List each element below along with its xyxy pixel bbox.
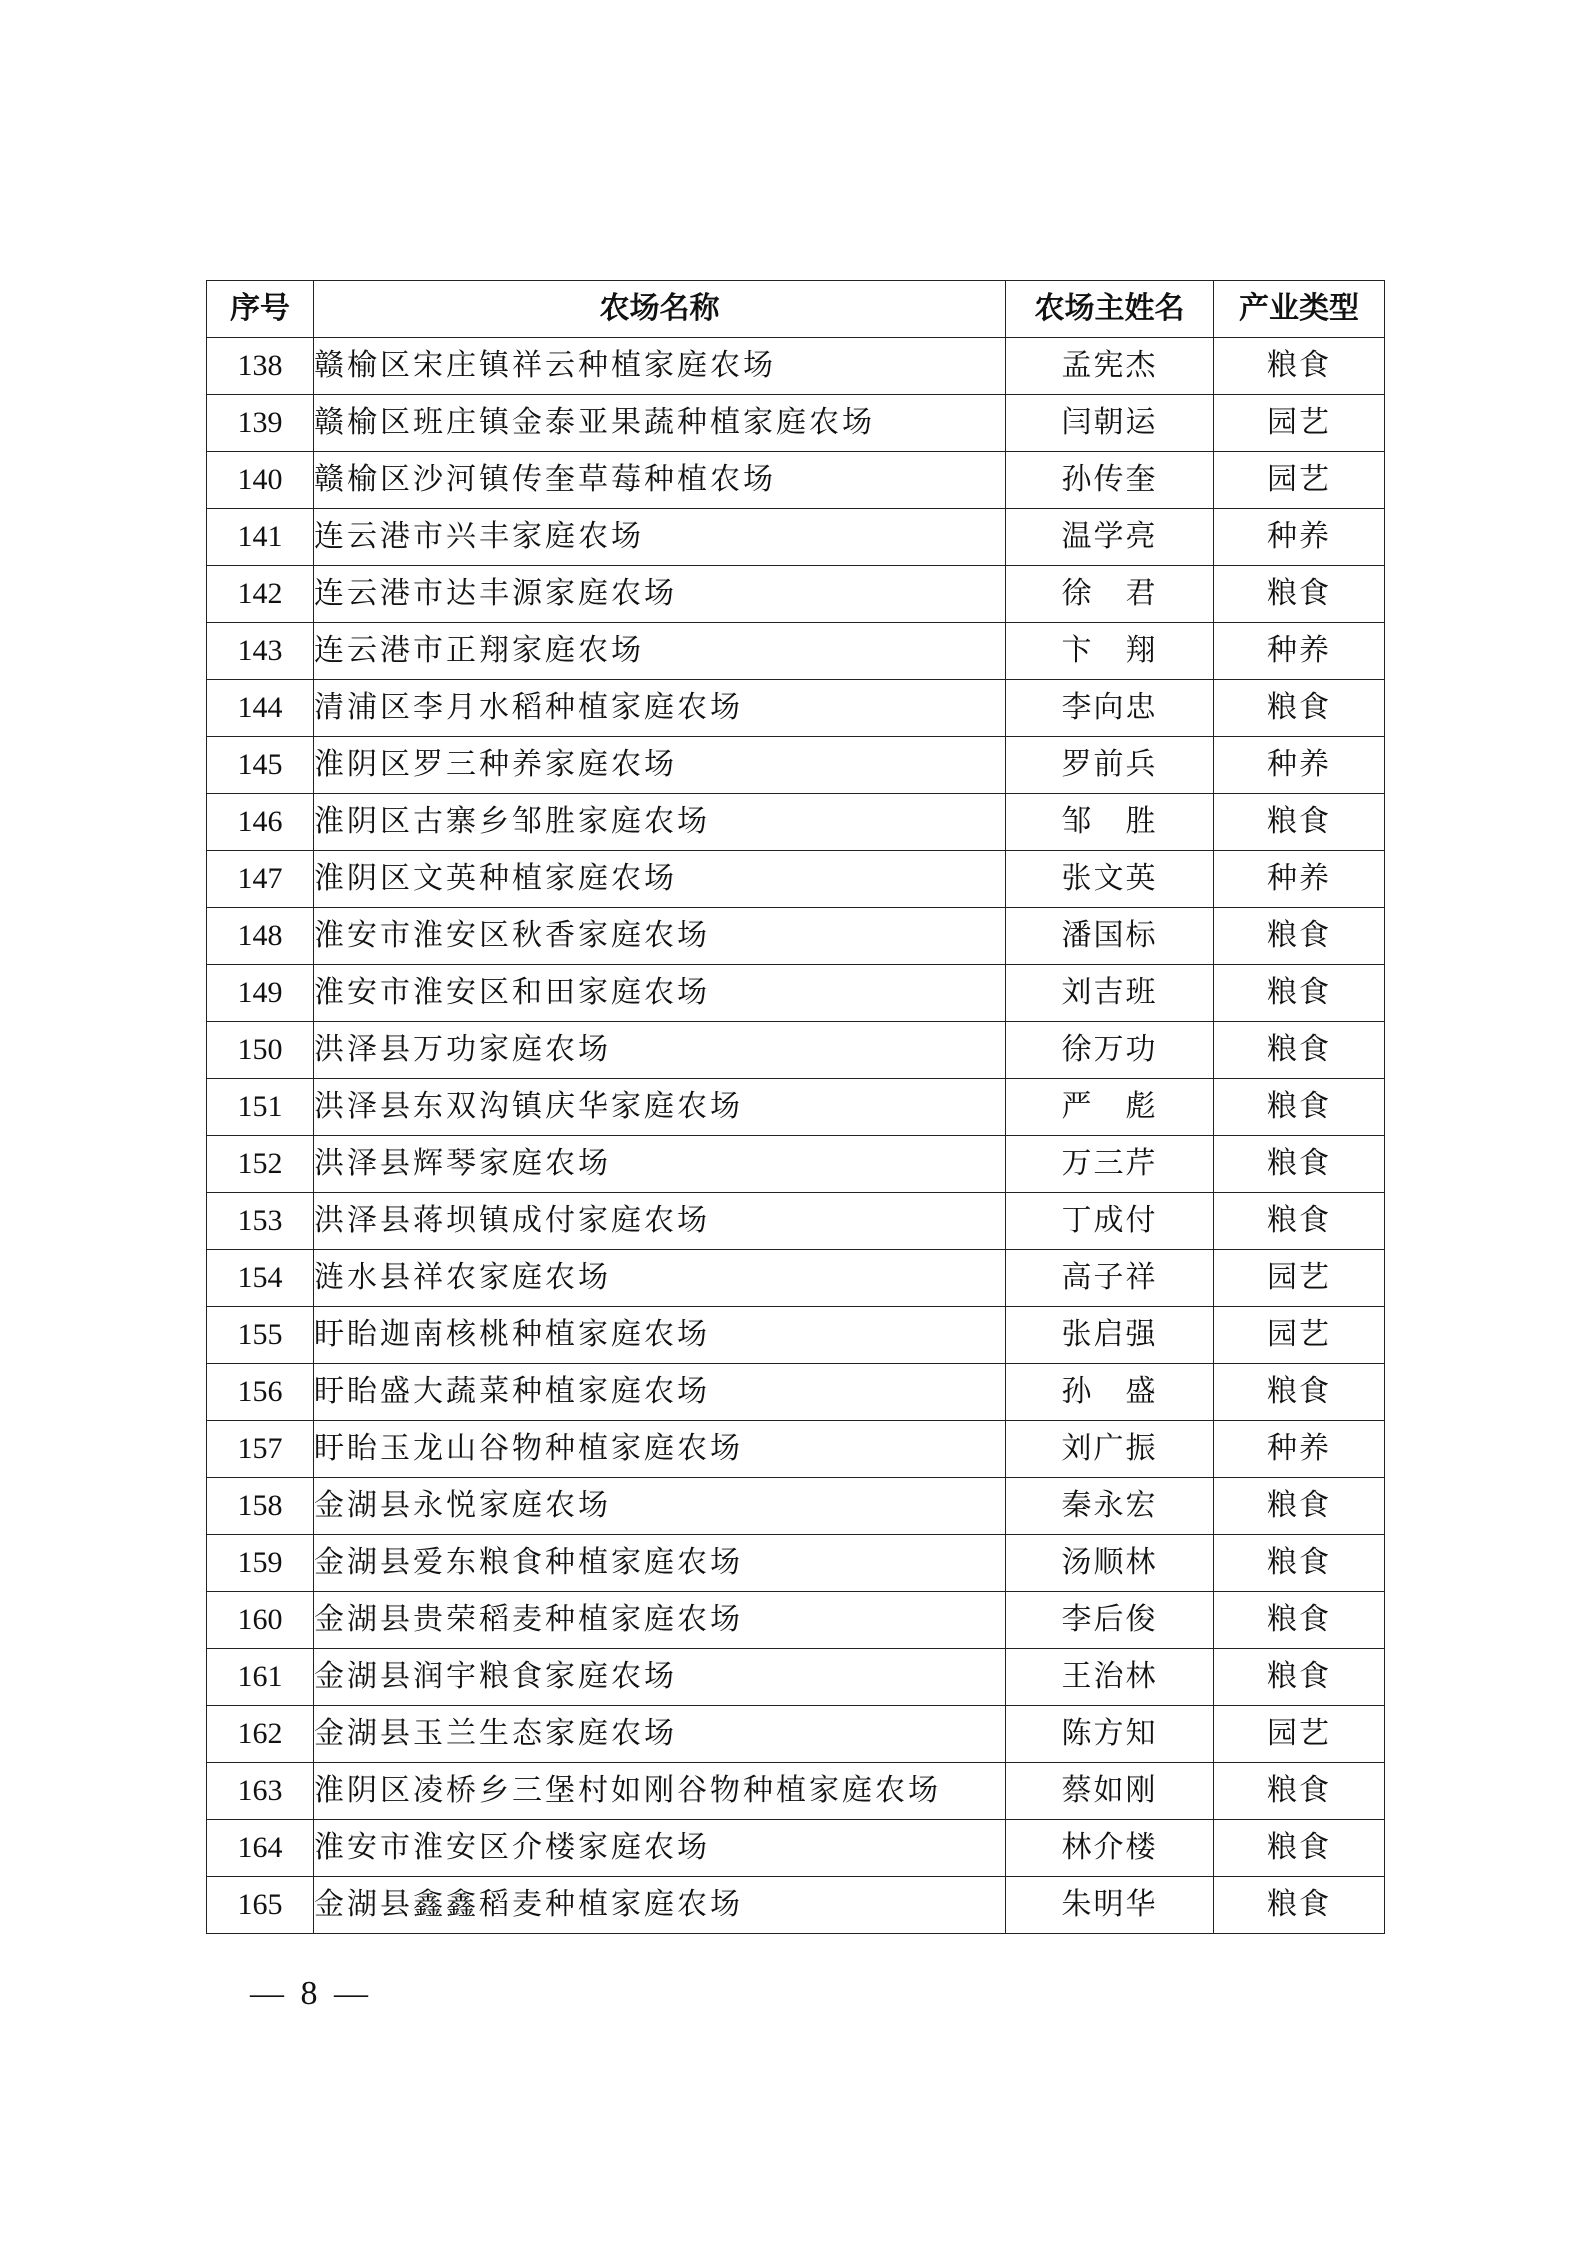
cell-industry-type: 种养: [1214, 737, 1385, 794]
cell-no: 158: [207, 1478, 314, 1535]
cell-no: 165: [207, 1877, 314, 1934]
cell-no: 155: [207, 1307, 314, 1364]
cell-industry-type: 粮食: [1214, 1136, 1385, 1193]
cell-owner-name: 张启强: [1006, 1307, 1214, 1364]
cell-farm-name: 连云港市达丰源家庭农场: [314, 566, 1006, 623]
header-owner-name: 农场主姓名: [1006, 281, 1214, 338]
table-row: [207, 1193, 1385, 1250]
cell-industry-type: 粮食: [1214, 1649, 1385, 1706]
cell-owner-name: 徐万功: [1006, 1022, 1214, 1079]
cell-farm-name: 赣榆区沙河镇传奎草莓种植农场: [314, 452, 1006, 509]
cell-industry-type: 粮食: [1214, 908, 1385, 965]
cell-farm-name: 淮安市淮安区和田家庭农场: [314, 965, 1006, 1022]
cell-farm-name: 洪泽县万功家庭农场: [314, 1022, 1006, 1079]
cell-farm-name: 洪泽县辉琴家庭农场: [314, 1136, 1006, 1193]
cell-no: 139: [207, 395, 314, 452]
cell-owner-name: 张文英: [1006, 851, 1214, 908]
table-row: [207, 1136, 1385, 1193]
table-row: [207, 851, 1385, 908]
cell-farm-name: 盱眙迦南核桃种植家庭农场: [314, 1307, 1006, 1364]
cell-no: 152: [207, 1136, 314, 1193]
cell-industry-type: 粮食: [1214, 1592, 1385, 1649]
table-row: [207, 794, 1385, 851]
cell-farm-name: 洪泽县蒋坝镇成付家庭农场: [314, 1193, 1006, 1250]
cell-owner-name: 孟宪杰: [1006, 338, 1214, 395]
cell-industry-type: 种养: [1214, 851, 1385, 908]
table-row: [207, 1478, 1385, 1535]
cell-industry-type: 种养: [1214, 509, 1385, 566]
cell-no: 157: [207, 1421, 314, 1478]
cell-farm-name: 淮安市淮安区秋香家庭农场: [314, 908, 1006, 965]
cell-owner-name: 高子祥: [1006, 1250, 1214, 1307]
cell-farm-name: 涟水县祥农家庭农场: [314, 1250, 1006, 1307]
cell-owner-name: 刘广振: [1006, 1421, 1214, 1478]
table-row: [207, 452, 1385, 509]
cell-no: 141: [207, 509, 314, 566]
cell-owner-name: 林介楼: [1006, 1820, 1214, 1877]
cell-industry-type: 粮食: [1214, 1763, 1385, 1820]
cell-owner-name: 丁成付: [1006, 1193, 1214, 1250]
cell-owner-name: 徐 君: [1006, 566, 1214, 623]
cell-farm-name: 金湖县鑫鑫稻麦种植家庭农场: [314, 1877, 1006, 1934]
cell-industry-type: 粮食: [1214, 1022, 1385, 1079]
cell-no: 159: [207, 1535, 314, 1592]
page-number: — 8 —: [250, 1975, 372, 2012]
cell-industry-type: 粮食: [1214, 1478, 1385, 1535]
cell-no: 147: [207, 851, 314, 908]
cell-owner-name: 李后俊: [1006, 1592, 1214, 1649]
cell-owner-name: 潘国标: [1006, 908, 1214, 965]
table-row: [207, 680, 1385, 737]
cell-industry-type: 园艺: [1214, 452, 1385, 509]
table-row: [207, 1364, 1385, 1421]
cell-owner-name: 邹 胜: [1006, 794, 1214, 851]
cell-no: 140: [207, 452, 314, 509]
cell-owner-name: 李向忠: [1006, 680, 1214, 737]
table-row: [207, 566, 1385, 623]
cell-farm-name: 赣榆区班庄镇金泰亚果蔬种植家庭农场: [314, 395, 1006, 452]
cell-no: 163: [207, 1763, 314, 1820]
cell-no: 144: [207, 680, 314, 737]
cell-farm-name: 淮阴区凌桥乡三堡村如刚谷物种植家庭农场: [314, 1763, 1006, 1820]
cell-no: 146: [207, 794, 314, 851]
cell-no: 161: [207, 1649, 314, 1706]
table-row: [207, 1535, 1385, 1592]
table-row: [207, 338, 1385, 395]
cell-industry-type: 粮食: [1214, 680, 1385, 737]
cell-owner-name: 罗前兵: [1006, 737, 1214, 794]
table-row: [207, 395, 1385, 452]
cell-farm-name: 连云港市兴丰家庭农场: [314, 509, 1006, 566]
header-farm-name: 农场名称: [314, 281, 1006, 338]
cell-industry-type: 粮食: [1214, 1193, 1385, 1250]
table-row: [207, 1649, 1385, 1706]
cell-no: 142: [207, 566, 314, 623]
cell-farm-name: 金湖县玉兰生态家庭农场: [314, 1706, 1006, 1763]
cell-no: 149: [207, 965, 314, 1022]
table-row: [207, 1592, 1385, 1649]
header-no: 序号: [207, 281, 314, 338]
table-row: [207, 1763, 1385, 1820]
cell-no: 148: [207, 908, 314, 965]
table-row: [207, 1706, 1385, 1763]
cell-industry-type: 园艺: [1214, 1250, 1385, 1307]
cell-no: 150: [207, 1022, 314, 1079]
cell-industry-type: 粮食: [1214, 1877, 1385, 1934]
cell-owner-name: 卞 翔: [1006, 623, 1214, 680]
cell-owner-name: 万三芹: [1006, 1136, 1214, 1193]
cell-industry-type: 园艺: [1214, 1307, 1385, 1364]
cell-farm-name: 金湖县贵荣稻麦种植家庭农场: [314, 1592, 1006, 1649]
cell-industry-type: 种养: [1214, 623, 1385, 680]
farm-table: [206, 280, 1385, 1934]
cell-owner-name: 孙传奎: [1006, 452, 1214, 509]
cell-farm-name: 盱眙盛大蔬菜种植家庭农场: [314, 1364, 1006, 1421]
cell-owner-name: 刘吉班: [1006, 965, 1214, 1022]
cell-industry-type: 粮食: [1214, 338, 1385, 395]
cell-farm-name: 赣榆区宋庄镇祥云种植家庭农场: [314, 338, 1006, 395]
cell-owner-name: 朱明华: [1006, 1877, 1214, 1934]
cell-farm-name: 淮阴区罗三种养家庭农场: [314, 737, 1006, 794]
cell-farm-name: 金湖县永悦家庭农场: [314, 1478, 1006, 1535]
cell-farm-name: 淮阴区古寨乡邹胜家庭农场: [314, 794, 1006, 851]
cell-industry-type: 园艺: [1214, 395, 1385, 452]
table-header-row: [207, 281, 1385, 338]
cell-farm-name: 清浦区李月水稻种植家庭农场: [314, 680, 1006, 737]
table-row: [207, 737, 1385, 794]
table-row: [207, 965, 1385, 1022]
cell-no: 156: [207, 1364, 314, 1421]
table-row: [207, 1820, 1385, 1877]
cell-owner-name: 温学亮: [1006, 509, 1214, 566]
cell-no: 154: [207, 1250, 314, 1307]
table-row: [207, 1022, 1385, 1079]
cell-industry-type: 粮食: [1214, 1079, 1385, 1136]
cell-owner-name: 闫朝运: [1006, 395, 1214, 452]
cell-no: 153: [207, 1193, 314, 1250]
cell-industry-type: 园艺: [1214, 1706, 1385, 1763]
cell-farm-name: 淮安市淮安区介楼家庭农场: [314, 1820, 1006, 1877]
cell-no: 145: [207, 737, 314, 794]
cell-owner-name: 陈方知: [1006, 1706, 1214, 1763]
cell-owner-name: 孙 盛: [1006, 1364, 1214, 1421]
cell-farm-name: 金湖县爱东粮食种植家庭农场: [314, 1535, 1006, 1592]
cell-farm-name: 淮阴区文英种植家庭农场: [314, 851, 1006, 908]
table-row: [207, 1307, 1385, 1364]
cell-no: 138: [207, 338, 314, 395]
cell-industry-type: 粮食: [1214, 965, 1385, 1022]
cell-industry-type: 种养: [1214, 1421, 1385, 1478]
cell-owner-name: 蔡如刚: [1006, 1763, 1214, 1820]
cell-industry-type: 粮食: [1214, 1364, 1385, 1421]
cell-no: 164: [207, 1820, 314, 1877]
table-row: [207, 1421, 1385, 1478]
table-row: [207, 1250, 1385, 1307]
cell-owner-name: 严 彪: [1006, 1079, 1214, 1136]
cell-industry-type: 粮食: [1214, 566, 1385, 623]
cell-industry-type: 粮食: [1214, 1535, 1385, 1592]
cell-industry-type: 粮食: [1214, 794, 1385, 851]
table-row: [207, 1877, 1385, 1934]
cell-owner-name: 汤顺林: [1006, 1535, 1214, 1592]
cell-farm-name: 金湖县润宇粮食家庭农场: [314, 1649, 1006, 1706]
cell-industry-type: 粮食: [1214, 1820, 1385, 1877]
cell-no: 162: [207, 1706, 314, 1763]
cell-no: 160: [207, 1592, 314, 1649]
table-row: [207, 623, 1385, 680]
table-row: [207, 509, 1385, 566]
table-body: [207, 338, 1385, 1934]
cell-farm-name: 盱眙玉龙山谷物种植家庭农场: [314, 1421, 1006, 1478]
cell-farm-name: 洪泽县东双沟镇庆华家庭农场: [314, 1079, 1006, 1136]
table-row: [207, 1079, 1385, 1136]
header-industry-type: 产业类型: [1214, 281, 1385, 338]
cell-no: 151: [207, 1079, 314, 1136]
cell-owner-name: 秦永宏: [1006, 1478, 1214, 1535]
cell-owner-name: 王治林: [1006, 1649, 1214, 1706]
cell-no: 143: [207, 623, 314, 680]
table-row: [207, 908, 1385, 965]
cell-farm-name: 连云港市正翔家庭农场: [314, 623, 1006, 680]
